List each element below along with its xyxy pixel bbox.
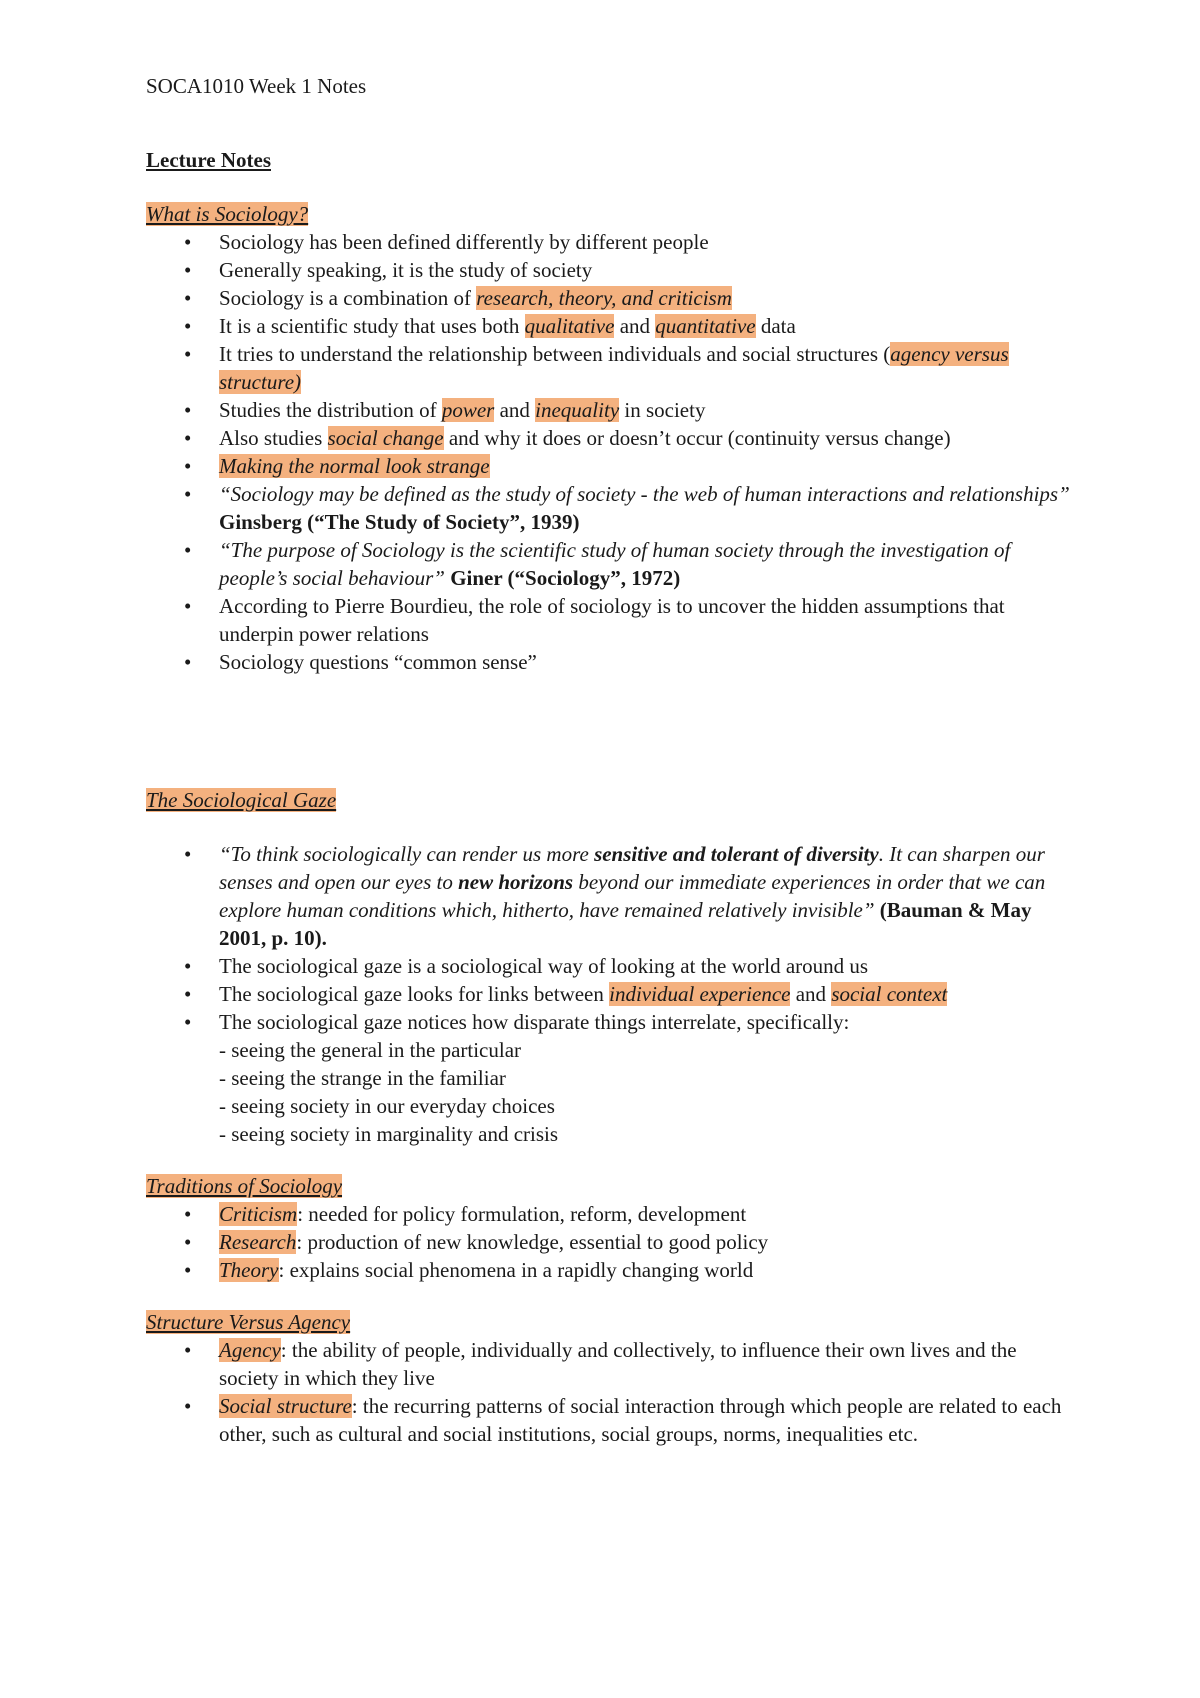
bullet-icon: • xyxy=(184,426,192,450)
list-item: • Social structure: the recurring patterns of social interaction through which people are related to each other, such as cultural and social institutions, social groups, norms, inequalities etc. xyxy=(184,1394,1062,1446)
bullet-icon: • xyxy=(184,842,192,866)
bullet-icon: • xyxy=(184,1394,192,1418)
quote-text: “The purpose of Sociology is the scientific study of human society through the investigation of people’s social behaviour” xyxy=(219,538,1011,590)
bullet-icon: • xyxy=(184,538,192,562)
section-heading-sociological-gaze: The Sociological Gaze xyxy=(146,788,337,812)
highlighted-text: quantitative xyxy=(655,314,756,338)
list-item xyxy=(146,480,1076,536)
bullet-icon: • xyxy=(184,230,192,254)
emphasis-text: new horizons xyxy=(458,870,574,894)
highlighted-text: power xyxy=(441,398,495,422)
citation-text: Giner (“Sociology”, 1972) xyxy=(444,566,681,590)
highlighted-text: social context xyxy=(831,982,948,1006)
bullet-icon: • xyxy=(184,398,192,422)
list-item: • According to Pierre Bourdieu, the role of sociology is to uncover the hidden assumptions that underpin power relations xyxy=(184,594,1005,646)
bullet-icon: • xyxy=(184,1202,192,1226)
bullet-icon: • xyxy=(184,482,192,506)
list-item: • “To think sociologically can render us more sensitive and tolerant of diversity. It can sharpen our senses and open our eyes to new horizons beyond our immediate experiences in order that we can explore human conditions which, hitherto, have remained relatively invisible” (Bauman & May 2001, p. 10). xyxy=(184,842,1046,950)
spacer xyxy=(146,1284,1076,1308)
highlighted-text: qualitative xyxy=(524,314,615,338)
highlighted-text: research, theory, and criticism xyxy=(476,286,732,310)
sociological-gaze-list xyxy=(146,840,1076,1148)
citation-text: Ginsberg (“The Study of Society”, 1939) xyxy=(219,510,580,534)
list-item: • It tries to understand the relationship between individuals and social structures (agency versus structure) xyxy=(184,342,1009,394)
bullet-icon: • xyxy=(184,954,192,978)
spacer xyxy=(146,1148,1076,1172)
section-heading-what-is-sociology: What is Sociology? xyxy=(146,202,309,226)
list-item xyxy=(146,536,1076,592)
citation-text: (Bauman & May 2001, p. 10). xyxy=(219,898,1032,950)
list-item: • The sociological gaze is a sociological way of looking at the world around us xyxy=(184,954,869,978)
bullet-icon: • xyxy=(184,342,192,366)
bullet-icon: • xyxy=(184,286,192,310)
bullet-icon: • xyxy=(184,314,192,338)
list-item: • Research: production of new knowledge, essential to good policy xyxy=(184,1230,769,1254)
list-item: • Agency: the ability of people, individually and collectively, to influence their own lives and the society in which they live xyxy=(184,1338,1017,1390)
list-item xyxy=(146,452,1076,480)
term-highlight: Research xyxy=(219,1230,297,1254)
sub-point: - seeing society in our everyday choices xyxy=(219,1094,555,1118)
term-highlight: Agency xyxy=(219,1338,281,1362)
structure-agency-list xyxy=(146,1336,1076,1448)
emphasis-text: sensitive and tolerant of diversity xyxy=(594,842,879,866)
highlighted-text: social change xyxy=(327,426,444,450)
list-item: • Also studies social change and why it does or doesn’t occur (continuity versus change) xyxy=(184,426,951,450)
traditions-list xyxy=(146,1200,1076,1284)
list-item: • Theory: explains social phenomena in a rapidly changing world xyxy=(184,1258,754,1282)
bullet-icon: • xyxy=(184,454,192,478)
list-item: • Sociology questions “common sense” xyxy=(184,650,537,674)
list-item: • Sociology has been defined differently by different people xyxy=(184,230,709,254)
sub-point: - seeing the strange in the familiar xyxy=(219,1066,506,1090)
list-item: • The sociological gaze looks for links between individual experience and social context xyxy=(184,982,948,1006)
list-item: • The sociological gaze notices how disparate things interrelate, specifically: - seeing the general in the particular - seeing the strange in the familiar - seeing society in our everyday choices - seeing society in marginality and crisis xyxy=(146,1008,1076,1148)
bullet-icon: • xyxy=(184,1338,192,1362)
sub-point: - seeing society in marginality and crisis xyxy=(219,1122,559,1146)
document-header-title: SOCA1010 Week 1 Notes xyxy=(146,74,367,98)
quote-text: “Sociology may be defined as the study of society - the web of human interactions and relationships” xyxy=(219,482,1070,506)
term-highlight: Criticism xyxy=(219,1202,298,1226)
spacer xyxy=(146,814,1076,840)
list-item: • Studies the distribution of power and inequality in society xyxy=(184,398,706,422)
bullet-icon: • xyxy=(184,982,192,1006)
what-is-sociology-list xyxy=(146,228,1076,676)
list-item: • Sociology is a combination of research, theory, and criticism xyxy=(184,286,732,310)
bullet-icon: • xyxy=(184,650,192,674)
bullet-icon: • xyxy=(184,1230,192,1254)
highlighted-text: individual experience xyxy=(609,982,791,1006)
list-item: • It is a scientific study that uses both qualitative and quantitative data xyxy=(184,314,796,338)
bullet-icon: • xyxy=(184,258,192,282)
highlighted-text: Making the normal look strange xyxy=(219,454,490,478)
section-heading-traditions: Traditions of Sociology xyxy=(146,1174,343,1198)
bullet-icon: • xyxy=(184,1258,192,1282)
list-item: • Criticism: needed for policy formulation, reform, development xyxy=(184,1202,747,1226)
sub-point: - seeing the general in the particular xyxy=(219,1038,522,1062)
section-heading-structure-agency: Structure Versus Agency xyxy=(146,1310,351,1334)
list-item: • Generally speaking, it is the study of society xyxy=(184,258,593,282)
highlighted-text: agency versus structure) xyxy=(219,342,1009,394)
bullet-icon: • xyxy=(184,1010,192,1034)
spacer xyxy=(146,676,1076,786)
bullet-icon: • xyxy=(184,594,192,618)
highlighted-text: inequality xyxy=(535,398,620,422)
document-body xyxy=(146,146,1076,1448)
term-highlight: Theory xyxy=(219,1258,279,1282)
term-highlight: Social structure xyxy=(219,1394,352,1418)
lecture-notes-heading: Lecture Notes xyxy=(146,148,271,172)
